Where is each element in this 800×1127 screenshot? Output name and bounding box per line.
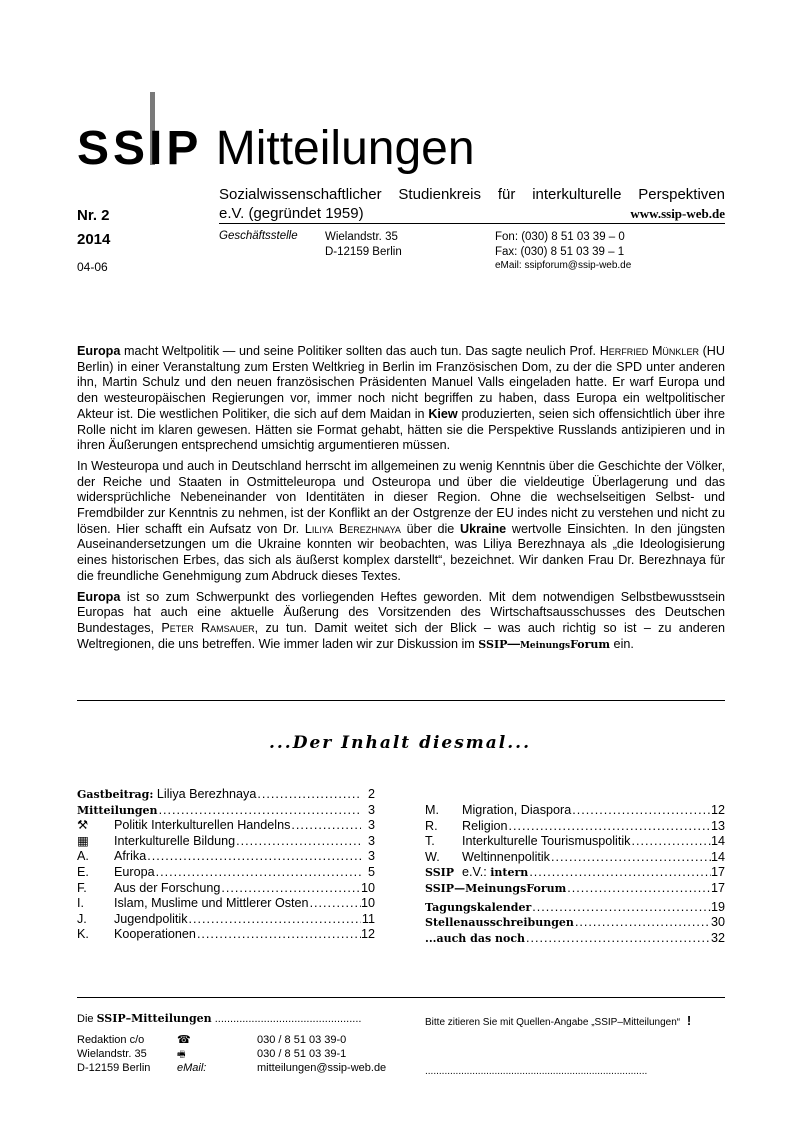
toc-leader	[155, 865, 361, 881]
toc-leader	[309, 896, 361, 912]
toc-label	[462, 803, 571, 819]
toc-label	[425, 915, 574, 931]
author-name: Liliya Berezhnaya	[304, 521, 401, 536]
keyword-europa: Europa	[77, 344, 121, 358]
toc-label-text: Kooperationen	[114, 927, 196, 942]
keyword-kiew: Kiew	[428, 406, 458, 421]
toc-label	[114, 834, 235, 850]
author-name: Herfried Münkler	[599, 344, 699, 358]
toc-label-bold: Stellenausschreibungen	[425, 916, 574, 930]
toc-leader	[256, 787, 361, 803]
office-phone: Fon: (030) 8 51 03 39 – 0	[495, 231, 625, 243]
toc-label	[425, 881, 566, 897]
toc-leader	[188, 912, 361, 928]
toc-label	[77, 787, 256, 803]
email-label: eMail:	[177, 1062, 207, 1074]
toc-page-number: 13	[710, 818, 725, 833]
intro-paragraph	[77, 459, 725, 585]
office-email[interactable]: eMail: ssipforum@ssip-web.de	[495, 260, 632, 271]
keyword-ukraine: Ukraine	[459, 521, 507, 536]
toc-marker: W.	[425, 849, 440, 864]
toc-leader	[196, 927, 361, 943]
toc-entry[interactable]	[77, 881, 375, 897]
toc-leader	[528, 865, 711, 881]
toc-page-number: 2	[367, 787, 375, 801]
signature-line: ................................................................................	[425, 1066, 648, 1077]
author-name: Peter Ramsauer	[161, 620, 255, 635]
toc-entry[interactable]	[425, 819, 725, 835]
citation-note	[425, 1013, 691, 1028]
masthead-rule	[219, 223, 725, 224]
text: (HU Berlin) in einer Veranstaltung zum Ersten Weltkrieg in Berlin im Französischen Dom, zu der die SPD unter anderen ihn, Martin Schulz und den neuen französischen Präsidenten Manuel Valls eingeladen hatte. Er warf Europa und den westeuropäischen Regierungen vor, immer noch nicht begriffen zu haben, dass Europa ein weltpolitischer Akteur ist. Die westlichen Politiker, die sich auf dem Maidan in	[77, 344, 725, 421]
toc-entry[interactable]	[77, 803, 375, 819]
org-subtitle-2: e.V. (gegründet 1959)	[219, 205, 364, 222]
toc-marker: SSIP	[425, 866, 455, 880]
footer-phone: 030 / 8 51 03 39-0	[257, 1034, 347, 1046]
toc-leader	[158, 803, 361, 819]
toc-marker: R.	[425, 818, 438, 833]
toc-label-text: Jugendpolitik	[114, 911, 188, 926]
toc-entry[interactable]	[425, 915, 725, 931]
text: produzierten, seien sich offensichtlich über ihre Rolle nicht im klaren gewesen. Hätten sie Format gehabt, hätten sie die Perspektive Russlands antizipieren und in ihren Äußerungen entsprechend umsichtig argumentieren müssen.	[77, 406, 725, 453]
toc-label	[77, 803, 158, 819]
toc-entry[interactable]	[77, 787, 375, 803]
toc-marker: K.	[77, 927, 89, 942]
toc-right-column	[425, 803, 725, 946]
issue-number: Nr. 2	[77, 207, 110, 224]
office-fax: Fax: (030) 8 51 03 39 – 1	[495, 246, 625, 258]
toc-label	[425, 931, 525, 947]
text: , zu tun. Damit weitet sich der Blick – was auch richtig so ist – zu anderen Weltregionen, die uns betreffen. Wie immer laden wir zur Diskussion im	[77, 620, 725, 651]
toc-label	[114, 896, 309, 912]
text: In Westeuropa und auch in Deutschland herrscht im allgemeinen zu wenig Kenntnis über die Geschichte der Völker, der Reiche und Staaten in Ostmitteleuropa und Osteuropa und über die vieldeutige Überlagerung und das widersprüchliche Nebeneinander von Identitäten in dieser Region. Ohne die wechselseitigen Selbst- und Fremdbilder zur Kenntnis zu nehmen, ist der Konflikt an der Ostgrenze der EU indes nicht zu verstehen und nicht zu lösen. Hier schafft ein Aufsatz von Dr.	[77, 458, 725, 536]
toc-label	[114, 912, 188, 928]
toc-page-number: 10	[360, 896, 375, 911]
toc-label	[114, 865, 155, 881]
issue-months: 04-06	[77, 260, 108, 274]
toc-page-number: 19	[710, 899, 725, 914]
toc-label-text: e.V.:	[462, 865, 491, 880]
toc-marker: T.	[425, 834, 435, 849]
toc-label	[462, 834, 630, 850]
text: ein.	[610, 636, 634, 651]
footer-title	[77, 1012, 361, 1025]
toc-leader	[531, 900, 711, 916]
toc-label-text: Interkulturelle Tourismuspolitik	[462, 834, 631, 849]
text: ist so zum Schwerpunkt des vorliegenden Heftes geworden. Mit dem notwendigen Selbstbewusstsein Europas hat auch eine aktuelle Äußerung des Vorsitzenden des Wirtschaftsausschusses des Deutschen Bundestages,	[77, 589, 725, 635]
toc-label-bold: Tagungskalender	[425, 900, 532, 914]
footer-contact	[77, 1033, 386, 1075]
intro-paragraph	[77, 590, 725, 655]
toc-entry[interactable]	[77, 912, 375, 928]
toc-entry[interactable]	[425, 834, 725, 850]
text: Die	[77, 1013, 97, 1025]
toc-leader	[146, 849, 361, 865]
toc-page-number: 3	[367, 833, 375, 848]
toc-label	[114, 849, 146, 865]
keyword-europa: Europa	[77, 589, 121, 604]
toc-leader	[290, 818, 361, 834]
text: macht Weltpolitik — und seine Politiker sollten das auch tun. Das sagte neulich Prof.	[120, 344, 600, 358]
footer-rule	[77, 997, 725, 998]
toc-page-number: 17	[710, 865, 725, 880]
toc-entry[interactable]	[425, 881, 725, 897]
toc-label-text: Religion	[462, 818, 508, 833]
toc-label-text: Europa	[114, 864, 155, 879]
toc-page-number: 3	[367, 818, 375, 833]
toc-label	[462, 865, 528, 881]
text: ................................................	[211, 1013, 362, 1025]
footer-redaktion: Redaktion c/o	[77, 1034, 145, 1046]
toc-leader	[566, 881, 711, 897]
toc-left-column	[77, 787, 375, 943]
toc-entry[interactable]	[425, 900, 725, 916]
phone-icon: ☎	[177, 1034, 191, 1046]
footer-email[interactable]: mitteilungen@ssip-web.de	[257, 1062, 387, 1074]
toc-page-number: 5	[367, 864, 375, 879]
toc-symbol-icon: ▦	[77, 833, 89, 848]
toc-page-number: 11	[361, 911, 375, 926]
toc-page-number: 12	[360, 927, 375, 942]
text: Forum	[570, 637, 611, 651]
toc-label-bold: Mitteilungen	[77, 803, 158, 817]
toc-leader	[508, 819, 711, 835]
brand-name: SSIP	[77, 122, 203, 175]
office-address	[325, 230, 402, 260]
toc-label	[114, 881, 220, 897]
toc-entry[interactable]	[77, 896, 375, 912]
toc-page-number: 32	[710, 930, 725, 945]
toc-label-text: Interkulturelle Bildung	[114, 833, 236, 848]
toc-label	[425, 900, 531, 916]
toc-entry[interactable]	[77, 834, 375, 850]
toc-label-text: Aus der Forschung	[114, 880, 221, 895]
toc-leader	[525, 931, 711, 947]
text: —	[507, 636, 520, 651]
toc-heading: ...Der Inhalt diesmal...	[268, 733, 532, 753]
toc-label	[114, 927, 196, 943]
toc-label-text: Afrika	[114, 849, 147, 864]
toc-entry[interactable]	[77, 927, 375, 943]
toc-label-bold: ...auch das noch	[425, 931, 526, 945]
exclamation-mark: !	[686, 1013, 692, 1028]
masthead-title	[77, 122, 475, 175]
toc-label-text: Politik Interkulturellen Handelns	[114, 818, 291, 833]
toc-page-number: 14	[710, 849, 725, 864]
toc-leader	[571, 803, 711, 819]
toc-label-bold: Gastbeitrag:	[77, 788, 154, 801]
toc-label-bold: intern	[490, 866, 529, 880]
toc-label-bold: SSIP—MeinungsForum	[425, 881, 567, 895]
footer-fax: 030 / 8 51 03 39-1	[257, 1048, 347, 1060]
toc-page-number: 3	[367, 849, 375, 864]
issue-year: 2014	[77, 231, 111, 248]
toc-page-number: 10	[360, 880, 375, 895]
toc-label-text: Liliya Berezhnaya	[153, 787, 257, 801]
org-subtitle: Sozialwissenschaftlicher Studienkreis für interkulturelle Perspektiven	[219, 186, 725, 203]
office-city: D-12159 Berlin	[325, 246, 402, 258]
toc-leader	[220, 881, 361, 897]
toc-page-number: 30	[710, 915, 725, 930]
toc-label-text: Weltinnenpolitik	[462, 849, 550, 864]
toc-entry[interactable]	[425, 850, 725, 866]
toc-entry[interactable]	[425, 931, 725, 947]
toc-leader	[574, 915, 711, 931]
ssip-logo-text: SSIP	[478, 637, 508, 651]
toc-label-text: Migration, Diaspora	[462, 803, 572, 817]
toc-marker: J.	[77, 911, 87, 926]
toc-marker: E.	[77, 864, 89, 879]
toc-page-number: 14	[710, 834, 725, 849]
website-link[interactable]: www.ssip-web.de	[630, 206, 725, 221]
text: über die	[400, 521, 460, 536]
text: Meinungs	[519, 640, 571, 651]
toc-label	[462, 819, 508, 835]
toc-leader	[235, 834, 361, 850]
footer-brand: SSIP–Mitteilungen	[96, 1012, 212, 1025]
office-street: Wielandstr. 35	[325, 231, 398, 243]
toc-marker: F.	[77, 880, 87, 895]
toc-label	[462, 850, 550, 866]
office-contact	[495, 230, 625, 260]
footer-street: Wielandstr. 35	[77, 1048, 147, 1060]
toc-leader	[630, 834, 711, 850]
toc-symbol-icon: ⚒	[77, 818, 89, 833]
toc-label-text: Islam, Muslime und Mittlerer Osten	[114, 896, 309, 911]
toc-entry[interactable]	[77, 818, 375, 834]
intro-paragraph	[77, 344, 725, 454]
toc-page-number: 12	[710, 803, 725, 817]
toc-entry[interactable]	[77, 849, 375, 865]
toc-marker: A.	[77, 849, 89, 864]
toc-entry[interactable]	[425, 803, 725, 819]
text: Bitte zitieren Sie mit Quellen-Angabe „SSIP–Mitteilungen“	[425, 1017, 681, 1028]
editorial-intro	[77, 344, 725, 659]
fax-icon: 🖷	[177, 1049, 186, 1059]
toc-marker: M.	[425, 803, 439, 817]
footer-city: D-12159 Berlin	[77, 1062, 151, 1074]
toc-page-number: 17	[710, 880, 725, 895]
toc-entry[interactable]	[77, 865, 375, 881]
toc-entry[interactable]	[425, 865, 725, 881]
toc-label	[114, 818, 290, 834]
toc-leader	[550, 850, 711, 866]
intro-rule	[77, 700, 725, 701]
toc-page-number: 3	[367, 802, 375, 817]
toc-marker: I.	[77, 896, 84, 911]
publication-title: Mitteilungen	[215, 122, 475, 175]
text: wertvolle Einsichten. In den jüngsten Auseinandersetzungen um die Ukraine konnten wir beobachten, was Liliya Berezhnaya als „die Ideologisierung eines historischen Erbes, das sich als äußerst komplex darstellt“, bezeichnet. Wir danken Frau Dr. Berezhnaya für die freundliche Genehmigung zum Abdruck dieses Textes.	[77, 521, 725, 583]
office-label: Geschäftsstelle	[219, 230, 298, 242]
